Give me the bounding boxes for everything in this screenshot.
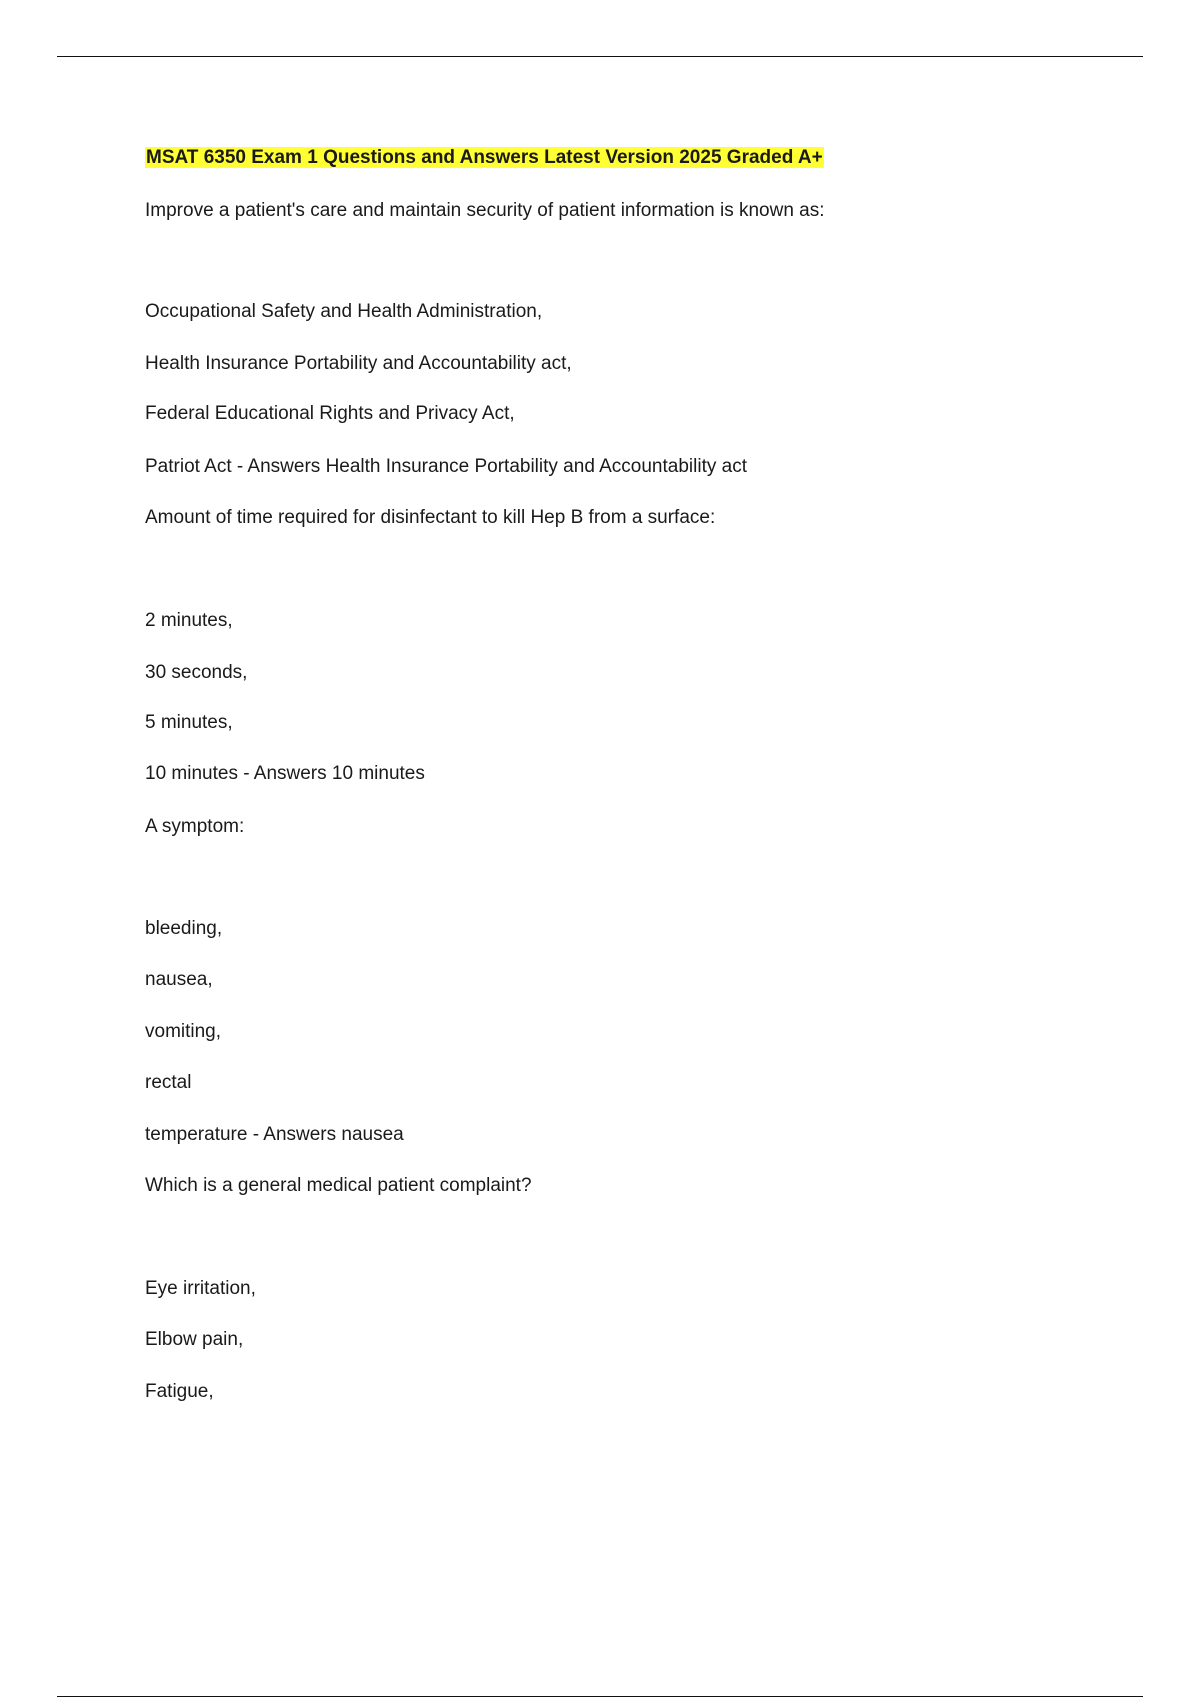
question-2: Amount of time required for disinfectant to kill Hep B from a surface: <box>145 507 716 528</box>
question-3-option-4: rectal <box>145 1072 192 1093</box>
question-1-option-1: Occupational Safety and Health Administration, <box>145 301 543 322</box>
question-4: Which is a general medical patient complaint? <box>145 1175 532 1196</box>
question-2-option-2: 30 seconds, <box>145 662 248 683</box>
footer-rule <box>57 1696 1143 1697</box>
question-2-option-4-answer: 10 minutes - Answers 10 minutes <box>145 763 425 784</box>
document-title-line <box>145 146 824 170</box>
question-3-option-3: vomiting, <box>145 1021 222 1042</box>
question-1-option-4-answer: Patriot Act - Answers Health Insurance Portability and Accountability act <box>145 456 747 477</box>
question-3-answer: temperature - Answers nausea <box>145 1124 404 1145</box>
question-3-option-2: nausea, <box>145 969 213 990</box>
question-4-option-3: Fatigue, <box>145 1381 214 1402</box>
header-rule <box>57 56 1143 57</box>
question-4-option-2: Elbow pain, <box>145 1329 244 1350</box>
document-title: MSAT 6350 Exam 1 Questions and Answers Latest Version 2025 Graded A+ <box>146 147 823 168</box>
question-1: Improve a patient's care and maintain security of patient information is known as: <box>145 200 825 221</box>
question-1-option-2: Health Insurance Portability and Accountability act, <box>145 353 572 374</box>
question-1-option-3: Federal Educational Rights and Privacy Act, <box>145 403 515 424</box>
question-3-option-1: bleeding, <box>145 918 223 939</box>
question-4-option-1: Eye irritation, <box>145 1278 256 1299</box>
question-2-option-3: 5 minutes, <box>145 712 233 733</box>
question-2-option-1: 2 minutes, <box>145 610 233 631</box>
question-3: A symptom: <box>145 816 245 837</box>
